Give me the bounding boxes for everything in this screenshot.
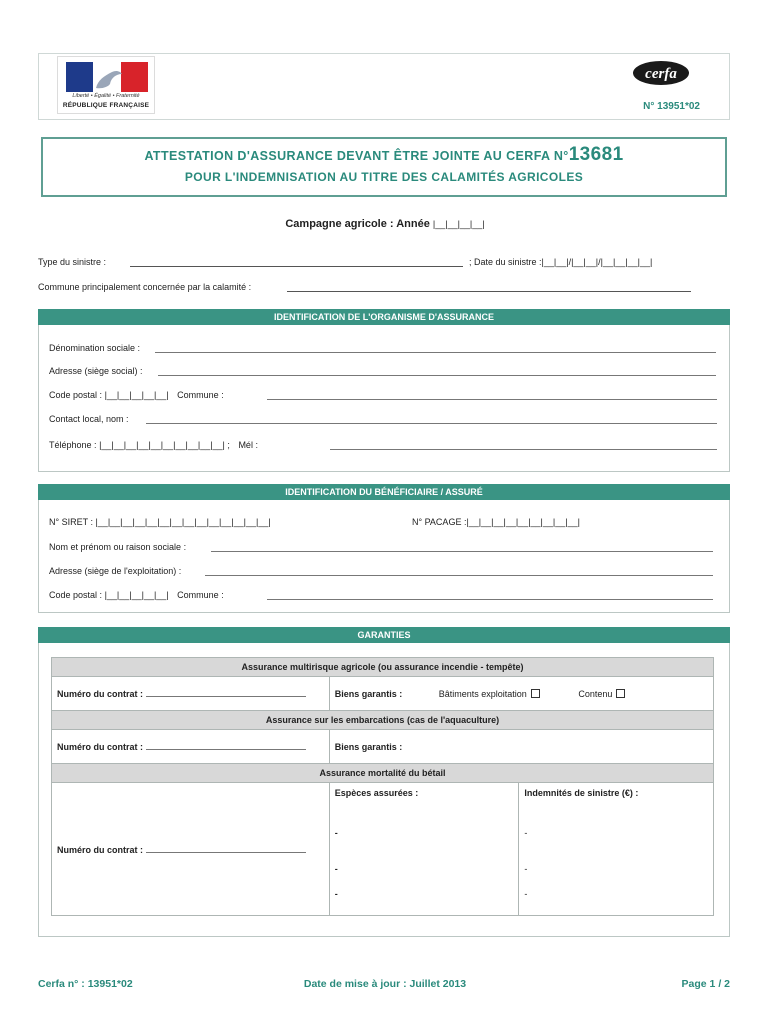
pacage-label: N° PACAGE : xyxy=(412,517,467,527)
campagne-row xyxy=(0,218,770,230)
mortalite-contrat-cell xyxy=(52,783,330,916)
multirisque-biens-label: Biens garantis : xyxy=(334,688,403,699)
page-title-line2: POUR L'INDEMNISATION AU TITRE DES CALAMITÉS AGRICOLES xyxy=(184,170,584,184)
telephone-row xyxy=(49,440,258,450)
embarcations-contrat-cell xyxy=(52,730,330,764)
indemnite-row-3[interactable]: - xyxy=(519,874,714,916)
denomination-field[interactable] xyxy=(155,343,716,353)
commune-beneficiaire-field[interactable] xyxy=(267,590,713,600)
batiments-label: Bâtiments exploitation xyxy=(438,688,527,699)
embarcations-contrat-field[interactable] xyxy=(146,741,306,750)
commune-calamite-field[interactable] xyxy=(287,282,691,292)
campagne-year-boxes[interactable]: |__|__|__|__| xyxy=(432,219,485,229)
mortalite-header: Assurance mortalité du bétail xyxy=(52,764,714,783)
garanties-table xyxy=(51,657,714,916)
code-postal-beneficiaire-boxes[interactable]: |__|__|__|__|__| xyxy=(104,590,169,600)
commune-calamite-label: Commune principalement concernée par la calamité : xyxy=(38,282,252,292)
denomination-label: Dénomination sociale : xyxy=(49,343,141,353)
batiments-checkbox[interactable] xyxy=(531,689,540,698)
indemnite-row-1[interactable]: - xyxy=(519,803,714,838)
adresse-assurance-field[interactable] xyxy=(158,366,716,376)
commune-assurance-label: Commune : xyxy=(177,390,224,400)
telephone-separator: ; xyxy=(227,440,230,450)
nom-field[interactable] xyxy=(211,542,713,552)
section-garanties-header: GARANTIES xyxy=(38,627,730,643)
marianne-logo xyxy=(57,56,155,114)
mortalite-contrat-label: Numéro du contrat : xyxy=(57,844,144,855)
mel-field[interactable] xyxy=(330,440,717,450)
siret-label: N° SIRET : xyxy=(49,517,93,527)
adresse-assurance-label: Adresse (siège social) : xyxy=(49,366,143,376)
indemnite-row-2[interactable]: - xyxy=(519,838,714,874)
mortalite-contrat-field[interactable] xyxy=(146,844,306,853)
code-postal-beneficiaire-row xyxy=(49,590,224,600)
campagne-label: Campagne agricole : Année xyxy=(285,218,430,230)
siret-boxes[interactable]: |__|__|__|__|__|__|__|__|__|__|__|__|__|__| xyxy=(95,517,271,527)
cerfa-logo xyxy=(632,60,690,86)
footer-page-number: Page 1 / 2 xyxy=(681,978,730,990)
contenu-checkbox[interactable] xyxy=(616,689,625,698)
embarcations-biens-cell xyxy=(329,730,713,764)
espece-row-3[interactable]: - xyxy=(329,874,519,916)
footer-update-date: Date de mise à jour : Juillet 2013 xyxy=(303,978,467,990)
indemnites-header: Indemnités de sinistre (€) : xyxy=(519,783,714,803)
republique-text: RÉPUBLIQUE FRANÇAISE xyxy=(62,102,150,109)
nom-label: Nom et prénom ou raison sociale : xyxy=(49,542,187,552)
type-sinistre-field[interactable] xyxy=(130,257,463,267)
espece-row-1[interactable]: - xyxy=(329,803,519,838)
cerfa-logo-text: cerfa xyxy=(645,66,677,82)
motto-text: Liberté • Égalité • Fraternité xyxy=(72,93,140,99)
telephone-boxes[interactable]: |__|__|__|__|__|__|__|__|__|__| xyxy=(99,440,225,450)
pacage-row xyxy=(412,517,580,527)
section-assurance-header: IDENTIFICATION DE L'ORGANISME D'ASSURANCE xyxy=(38,309,730,325)
embarcations-header: Assurance sur les embarcations (cas de l'aquaculture) xyxy=(52,711,714,730)
multirisque-contrat-cell xyxy=(52,677,330,711)
multirisque-biens-cell xyxy=(329,677,713,711)
section-beneficiaire-header: IDENTIFICATION DU BÉNÉFICIAIRE / ASSURÉ xyxy=(38,484,730,500)
contact-label: Contact local, nom : xyxy=(49,414,129,424)
commune-beneficiaire-label: Commune : xyxy=(177,590,224,600)
multirisque-header: Assurance multirisque agricole (ou assurance incendie - tempête) xyxy=(52,658,714,677)
date-sinistre-label: ; Date du sinistre : xyxy=(469,257,542,267)
page-title-line1 xyxy=(41,144,727,166)
code-postal-assurance-boxes[interactable]: |__|__|__|__|__| xyxy=(104,390,169,400)
code-postal-assurance-label: Code postal : xyxy=(49,390,103,400)
code-postal-assurance-row xyxy=(49,390,224,400)
type-sinistre-label: Type du sinistre : xyxy=(38,257,107,267)
telephone-label: Téléphone : xyxy=(49,440,97,450)
code-postal-beneficiaire-label: Code postal : xyxy=(49,590,103,600)
siret-row xyxy=(49,517,271,527)
pacage-boxes[interactable]: |__|__|__|__|__|__|__|__|__| xyxy=(466,517,580,527)
contact-field[interactable] xyxy=(146,414,717,424)
adresse-exploitation-label: Adresse (siège de l'exploitation) : xyxy=(49,566,182,576)
contenu-label: Contenu xyxy=(578,688,613,699)
multirisque-contrat-field[interactable] xyxy=(146,688,306,697)
cerfa-form-number: N° 13951*02 xyxy=(643,101,700,112)
commune-assurance-field[interactable] xyxy=(267,390,717,400)
date-sinistre-boxes[interactable]: |__|__|/|__|__|/|__|__|__|__| xyxy=(541,257,653,267)
footer-cerfa-number: Cerfa n° : 13951*02 xyxy=(38,978,133,990)
title-line1-text: ATTESTATION D'ASSURANCE DEVANT ÊTRE JOINTE AU CERFA N° xyxy=(144,149,569,163)
title-cerfa-number: 13681 xyxy=(568,144,624,165)
french-flag-icon xyxy=(66,62,148,92)
date-sinistre-row xyxy=(469,257,652,267)
adresse-exploitation-field[interactable] xyxy=(205,566,713,576)
espece-row-2[interactable]: - xyxy=(329,838,519,874)
especes-header: Espèces assurées : xyxy=(329,783,519,803)
embarcations-biens-label: Biens garantis : xyxy=(334,741,403,752)
mel-label: Mél : xyxy=(238,440,258,450)
multirisque-contrat-label: Numéro du contrat : xyxy=(57,689,144,699)
embarcations-contrat-label: Numéro du contrat : xyxy=(57,742,144,752)
